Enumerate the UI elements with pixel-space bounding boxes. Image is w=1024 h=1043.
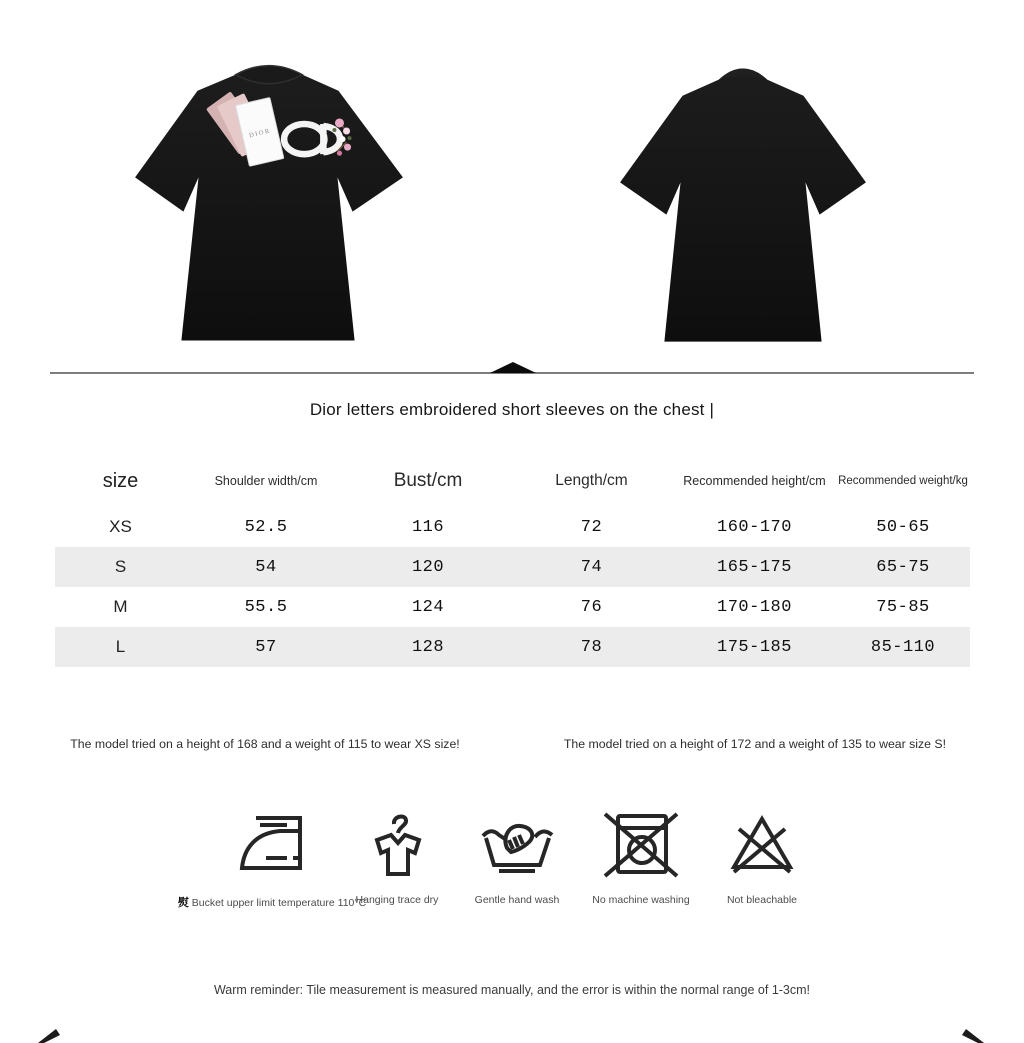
size-table xyxy=(55,455,970,667)
care-label: Hanging trace dry xyxy=(355,894,439,906)
cell-size: XS xyxy=(109,517,132,536)
col-header-length: Length/cm xyxy=(555,472,628,489)
model-note-s: The model tried on a height of 172 and a weight of 135 to wear size S! xyxy=(563,737,947,751)
cell-bust: 120 xyxy=(411,557,445,577)
corner-mark-left xyxy=(36,1025,66,1043)
size-table-header xyxy=(55,455,970,507)
back-tshirt-image xyxy=(614,53,872,348)
cell-bust: 116 xyxy=(411,517,445,537)
table-row xyxy=(55,507,970,547)
cell-weight: 65-75 xyxy=(876,557,930,577)
cell-height: 160-170 xyxy=(717,517,792,537)
no-bleach-icon xyxy=(726,811,798,875)
model-note-xs: The model tried on a height of 168 and a weight of 115 to wear XS size! xyxy=(70,737,460,751)
tag-brand-text: DIOR xyxy=(248,127,272,140)
corner-mark-right xyxy=(956,1025,986,1043)
cell-shoulder: 55.5 xyxy=(244,597,288,617)
cell-size: L xyxy=(115,637,126,656)
care-label: Not bleachable xyxy=(726,894,798,906)
back-tshirt-graphic xyxy=(614,53,872,348)
cell-length: 72 xyxy=(580,517,603,537)
divider-arrow-icon xyxy=(490,362,536,373)
cell-weight: 75-85 xyxy=(876,597,930,617)
col-header-height: Recommended height/cm xyxy=(683,474,826,488)
table-row xyxy=(55,587,970,627)
cell-shoulder: 52.5 xyxy=(244,517,288,537)
cell-bust: 124 xyxy=(411,597,445,617)
front-tshirt-graphic xyxy=(123,50,415,348)
cell-height: 170-180 xyxy=(717,597,792,617)
cell-shoulder: 54 xyxy=(255,557,277,577)
cell-shoulder: 57 xyxy=(255,637,277,657)
care-item-no-bleach xyxy=(652,806,872,906)
cell-length: 76 xyxy=(580,597,603,617)
back-shirt-body xyxy=(620,68,866,341)
cell-height: 175-185 xyxy=(717,637,792,657)
care-label-text: Bucket upper limit temperature 110°C xyxy=(191,897,367,909)
care-label: Gentle hand wash xyxy=(474,894,560,906)
table-row xyxy=(55,627,970,667)
cell-height: 165-175 xyxy=(717,557,792,577)
cell-length: 78 xyxy=(580,637,603,657)
col-header-weight: Recommended weight/kg xyxy=(838,475,968,487)
cell-weight: 85-110 xyxy=(870,637,936,657)
care-label-prefix: 熨 xyxy=(177,897,189,909)
front-tshirt-image xyxy=(123,50,415,348)
col-header-shoulder: Shoulder width/cm xyxy=(214,474,318,488)
col-header-bust: Bust/cm xyxy=(393,470,463,491)
cell-weight: 50-65 xyxy=(876,517,930,537)
care-label: No machine washing xyxy=(592,894,690,906)
warm-reminder: Warm reminder: Tile measurement is measured manually, and the error is within the normal range of 1-3cm! xyxy=(213,983,811,997)
product-title: Dior letters embroidered short sleeves on the chest | xyxy=(309,400,715,419)
cell-length: 74 xyxy=(580,557,603,577)
cell-size: S xyxy=(114,557,127,576)
table-row xyxy=(55,547,970,587)
col-header-size: size xyxy=(102,469,139,492)
cell-bust: 128 xyxy=(411,637,445,657)
cell-size: M xyxy=(113,597,128,616)
